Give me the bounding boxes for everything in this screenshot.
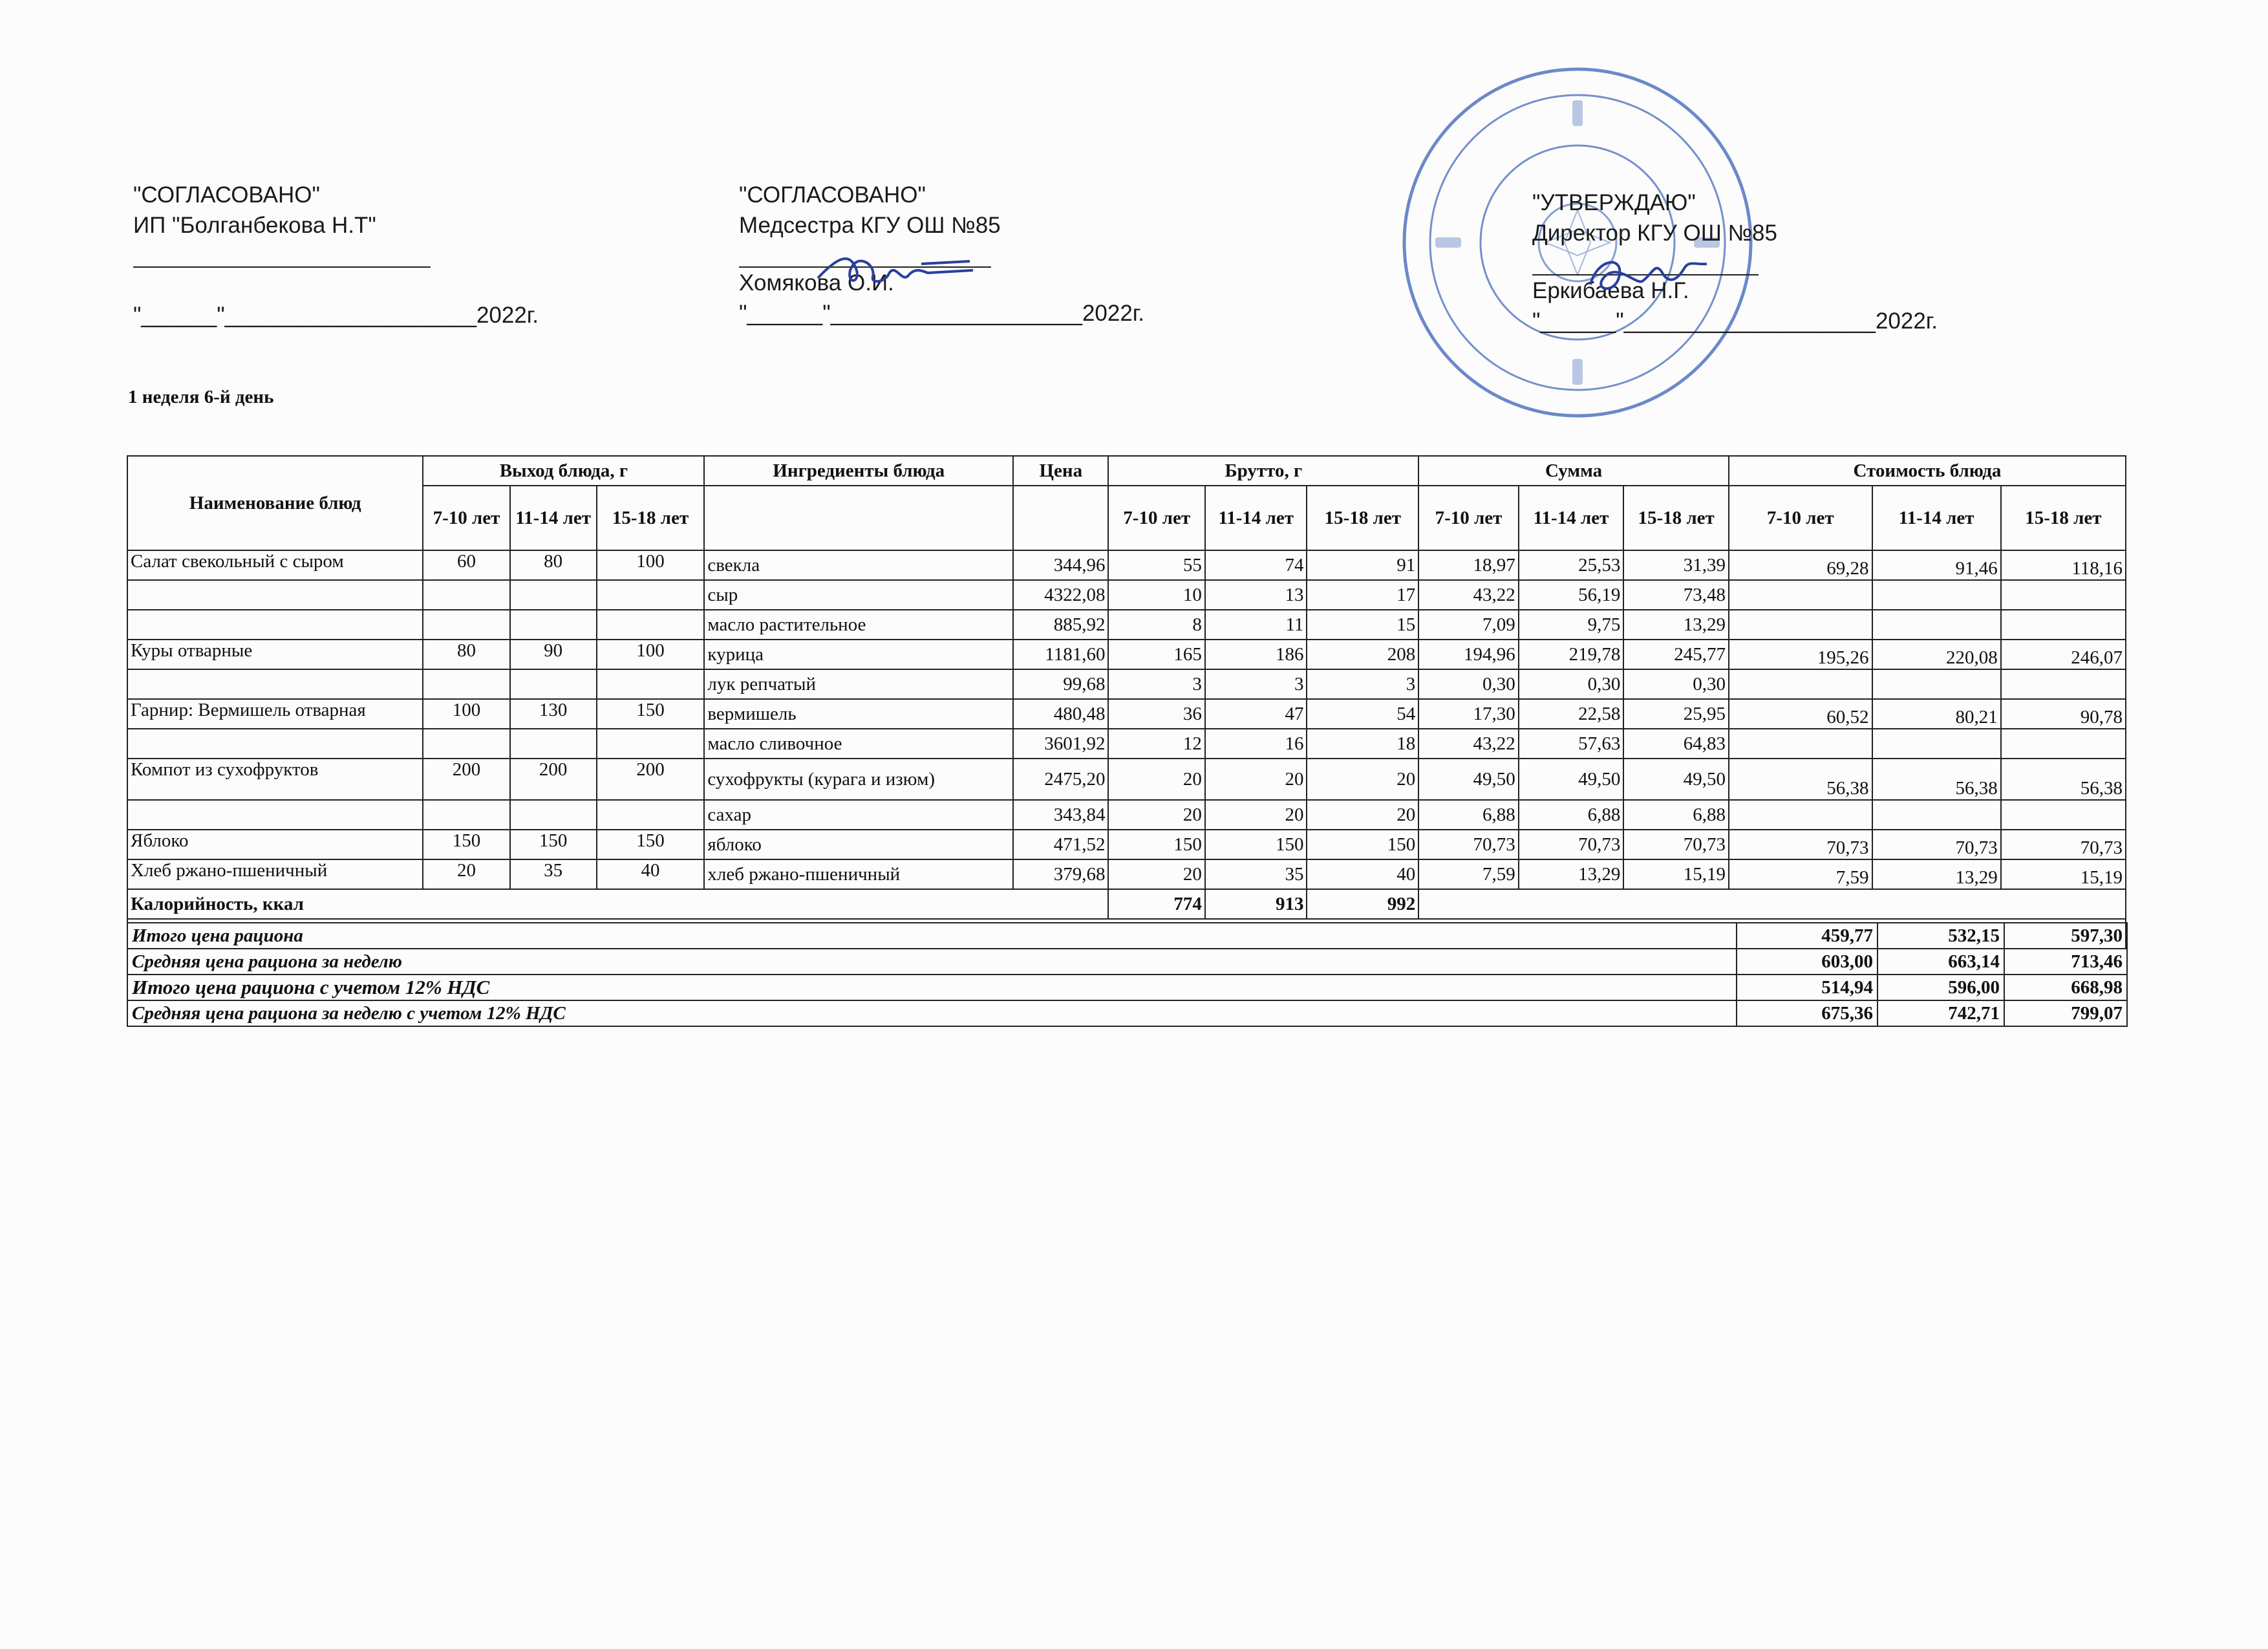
cost-value	[2001, 610, 2126, 640]
price-value: 343,84	[1013, 800, 1108, 830]
sum-value: 6,88	[1623, 800, 1729, 830]
total-row	[127, 949, 2127, 975]
calories-label: Калорийность, ккал	[127, 889, 1108, 919]
yield-value	[510, 729, 597, 759]
cost-value: 195,26	[1729, 640, 1872, 669]
price-value: 471,52	[1013, 830, 1108, 859]
ingredient-name: масло растительное	[704, 610, 1013, 640]
age-header: 7-10 лет	[1418, 486, 1518, 550]
cost-value	[1872, 610, 2001, 640]
sum-value: 245,77	[1623, 640, 1729, 669]
cost-value: 15,19	[2001, 859, 2126, 889]
yield-value: 130	[510, 699, 597, 729]
ingredient-name: курица	[704, 640, 1013, 669]
cost-value	[2001, 580, 2126, 610]
sum-value: 70,73	[1623, 830, 1729, 859]
yield-value	[510, 610, 597, 640]
dish-name	[127, 729, 423, 759]
approval-right-title: "УТВЕРЖДАЮ"	[1532, 190, 1696, 215]
approval-left-signature-line	[133, 241, 431, 268]
sum-value: 13,29	[1623, 610, 1729, 640]
nurse-signature-icon	[811, 244, 979, 296]
sum-value: 70,73	[1418, 830, 1518, 859]
total-label: Итого цена рациона	[127, 923, 1737, 949]
dish-name	[127, 610, 423, 640]
yield-value: 100	[597, 550, 705, 580]
sum-value: 25,53	[1519, 550, 1624, 580]
brutto-value: 20	[1108, 859, 1204, 889]
age-header: 15-18 лет	[2001, 486, 2126, 550]
yield-value	[423, 669, 509, 699]
sum-value: 64,83	[1623, 729, 1729, 759]
total-row	[127, 975, 2127, 1000]
price-value: 3601,92	[1013, 729, 1108, 759]
col-dish: Наименование блюд	[127, 456, 423, 550]
dish-name: Салат свекольный с сыром	[127, 550, 423, 580]
totals-table	[127, 922, 2128, 1027]
cost-value: 56,38	[1729, 759, 1872, 800]
table-row	[127, 729, 2126, 759]
price-value: 99,68	[1013, 669, 1108, 699]
yield-value: 200	[597, 759, 705, 800]
ingredient-name: масло сливочное	[704, 729, 1013, 759]
total-row	[127, 923, 2127, 949]
brutto-value: 74	[1205, 550, 1307, 580]
cost-value	[1729, 669, 1872, 699]
yield-value	[597, 669, 705, 699]
cost-value: 13,29	[1872, 859, 2001, 889]
price-value: 2475,20	[1013, 759, 1108, 800]
ingredient-name: сыр	[704, 580, 1013, 610]
cost-value	[1872, 580, 2001, 610]
sum-value: 6,88	[1519, 800, 1624, 830]
sum-value: 0,30	[1623, 669, 1729, 699]
approval-left-title: "СОГЛАСОВАНО"	[133, 182, 320, 208]
price-value: 480,48	[1013, 699, 1108, 729]
brutto-value: 8	[1108, 610, 1204, 640]
age-header: 7-10 лет	[423, 486, 509, 550]
price-value: 885,92	[1013, 610, 1108, 640]
cost-value: 60,52	[1729, 699, 1872, 729]
header-row-1	[127, 456, 2126, 486]
table-row	[127, 640, 2126, 669]
sum-value: 0,30	[1418, 669, 1518, 699]
cost-value: 80,21	[1872, 699, 2001, 729]
cost-value: 220,08	[1872, 640, 2001, 669]
col-price: Цена	[1013, 456, 1108, 486]
brutto-value: 12	[1108, 729, 1204, 759]
cost-value	[2001, 800, 2126, 830]
sum-value: 25,95	[1623, 699, 1729, 729]
cost-value	[2001, 669, 2126, 699]
table-row	[127, 610, 2126, 640]
brutto-value: 55	[1108, 550, 1204, 580]
ingredient-name: вермишель	[704, 699, 1013, 729]
yield-value: 150	[597, 699, 705, 729]
yield-value: 150	[423, 830, 509, 859]
total-value: 514,94	[1737, 975, 1878, 1000]
brutto-value: 18	[1307, 729, 1418, 759]
yield-value	[597, 610, 705, 640]
cost-value	[1872, 800, 2001, 830]
table-row	[127, 669, 2126, 699]
approval-left-org: ИП "Болганбекова Н.Т"	[133, 213, 376, 238]
menu-table-body	[127, 550, 2126, 889]
brutto-value: 15	[1307, 610, 1418, 640]
brutto-value: 47	[1205, 699, 1307, 729]
table-row	[127, 699, 2126, 729]
table-row	[127, 550, 2126, 580]
sum-value: 31,39	[1623, 550, 1729, 580]
age-header: 15-18 лет	[597, 486, 705, 550]
brutto-value: 3	[1307, 669, 1418, 699]
cost-value: 7,59	[1729, 859, 1872, 889]
approval-middle-title: "СОГЛАСОВАНО"	[739, 182, 926, 208]
yield-value: 35	[510, 859, 597, 889]
calories-value: 992	[1307, 889, 1418, 919]
yield-value	[423, 729, 509, 759]
approval-right-date: "______"____________________2022г.	[1532, 308, 1938, 334]
sum-value: 194,96	[1418, 640, 1518, 669]
total-row	[127, 1000, 2127, 1026]
total-label: Средняя цена рациона за неделю	[127, 949, 1737, 975]
yield-value: 200	[510, 759, 597, 800]
brutto-value: 20	[1307, 800, 1418, 830]
brutto-value: 165	[1108, 640, 1204, 669]
sum-value: 49,50	[1623, 759, 1729, 800]
sum-value: 57,63	[1519, 729, 1624, 759]
sum-value: 0,30	[1519, 669, 1624, 699]
cost-value: 118,16	[2001, 550, 2126, 580]
dish-name	[127, 669, 423, 699]
approval-right-name: Еркибаева Н.Г.	[1532, 278, 1689, 303]
price-value: 344,96	[1013, 550, 1108, 580]
yield-value	[597, 800, 705, 830]
brutto-value: 11	[1205, 610, 1307, 640]
cost-value: 56,38	[2001, 759, 2126, 800]
total-value: 603,00	[1737, 949, 1878, 975]
total-value: 596,00	[1878, 975, 2004, 1000]
yield-value	[510, 580, 597, 610]
price-value: 1181,60	[1013, 640, 1108, 669]
age-header: 11-14 лет	[1519, 486, 1624, 550]
ingredient-name: свекла	[704, 550, 1013, 580]
brutto-value: 208	[1307, 640, 1418, 669]
brutto-value: 20	[1108, 800, 1204, 830]
cost-value	[1872, 669, 2001, 699]
cost-value: 56,38	[1872, 759, 2001, 800]
table-row	[127, 580, 2126, 610]
total-value: 675,36	[1737, 1000, 1878, 1026]
table-row	[127, 800, 2126, 830]
calories-empty	[1418, 889, 2126, 919]
brutto-value: 17	[1307, 580, 1418, 610]
sum-value: 73,48	[1623, 580, 1729, 610]
yield-value: 150	[597, 830, 705, 859]
brutto-value: 16	[1205, 729, 1307, 759]
brutto-value: 20	[1205, 759, 1307, 800]
approval-middle-name: Хомякова О.И.	[739, 270, 894, 296]
brutto-value: 3	[1108, 669, 1204, 699]
cost-value: 246,07	[2001, 640, 2126, 669]
table-row	[127, 759, 2126, 800]
cost-value: 70,73	[2001, 830, 2126, 859]
col-yield: Выход блюда, г	[423, 456, 704, 486]
cost-value	[1872, 729, 2001, 759]
brutto-value: 36	[1108, 699, 1204, 729]
price-value: 379,68	[1013, 859, 1108, 889]
calories-row	[127, 889, 2126, 919]
price-spacer	[1013, 486, 1108, 550]
yield-value: 40	[597, 859, 705, 889]
col-ingredients: Ингредиенты блюда	[704, 456, 1013, 486]
brutto-value: 54	[1307, 699, 1418, 729]
yield-value	[597, 580, 705, 610]
age-header: 15-18 лет	[1623, 486, 1729, 550]
total-label: Средняя цена рациона за неделю с учетом 12% НДС	[127, 1000, 1737, 1026]
age-header: 11-14 лет	[510, 486, 597, 550]
sum-value: 49,50	[1519, 759, 1624, 800]
sum-value: 18,97	[1418, 550, 1518, 580]
sum-value: 43,22	[1418, 580, 1518, 610]
sum-value: 9,75	[1519, 610, 1624, 640]
total-value: 459,77	[1737, 923, 1878, 949]
sum-value: 7,59	[1418, 859, 1518, 889]
ingredient-name: сахар	[704, 800, 1013, 830]
sum-value: 70,73	[1519, 830, 1624, 859]
total-value: 597,30	[2004, 923, 2127, 949]
cost-value: 70,73	[1729, 830, 1872, 859]
calories-value: 913	[1205, 889, 1307, 919]
brutto-value: 20	[1108, 759, 1204, 800]
total-value: 742,71	[1878, 1000, 2004, 1026]
price-value: 4322,08	[1013, 580, 1108, 610]
approval-left-date: "______"____________________2022г.	[133, 303, 539, 328]
cost-value: 91,46	[1872, 550, 2001, 580]
menu-table	[127, 455, 2126, 949]
col-brutto: Брутто, г	[1108, 456, 1418, 486]
dish-name: Яблоко	[127, 830, 423, 859]
approval-middle-position: Медсестра КГУ ОШ №85	[739, 213, 1001, 238]
brutto-value: 150	[1205, 830, 1307, 859]
approval-left	[133, 180, 539, 330]
yield-value: 100	[597, 640, 705, 669]
yield-value: 90	[510, 640, 597, 669]
sum-value: 6,88	[1418, 800, 1518, 830]
age-header: 7-10 лет	[1729, 486, 1872, 550]
dish-name: Куры отварные	[127, 640, 423, 669]
age-header: 15-18 лет	[1307, 486, 1418, 550]
total-value: 799,07	[2004, 1000, 2127, 1026]
ingredients-spacer	[704, 486, 1013, 550]
brutto-value: 13	[1205, 580, 1307, 610]
yield-value: 80	[510, 550, 597, 580]
total-value: 532,15	[1878, 923, 2004, 949]
brutto-value: 20	[1205, 800, 1307, 830]
brutto-value: 186	[1205, 640, 1307, 669]
dish-name	[127, 800, 423, 830]
sum-value: 56,19	[1519, 580, 1624, 610]
total-value: 663,14	[1878, 949, 2004, 975]
dish-name: Компот из сухофруктов	[127, 759, 423, 800]
brutto-value: 91	[1307, 550, 1418, 580]
yield-value: 80	[423, 640, 509, 669]
sum-value: 15,19	[1623, 859, 1729, 889]
yield-value	[423, 610, 509, 640]
dish-name: Хлеб ржано-пшеничный	[127, 859, 423, 889]
brutto-value: 40	[1307, 859, 1418, 889]
yield-value	[423, 580, 509, 610]
sum-value: 22,58	[1519, 699, 1624, 729]
yield-value: 60	[423, 550, 509, 580]
yield-value: 20	[423, 859, 509, 889]
yield-value	[510, 800, 597, 830]
table-row	[127, 830, 2126, 859]
brutto-value: 10	[1108, 580, 1204, 610]
yield-value: 100	[423, 699, 509, 729]
brutto-value: 150	[1307, 830, 1418, 859]
ingredient-name: лук репчатый	[704, 669, 1013, 699]
calories-value: 774	[1108, 889, 1204, 919]
age-header: 11-14 лет	[1872, 486, 2001, 550]
cost-value	[2001, 729, 2126, 759]
sum-value: 49,50	[1418, 759, 1518, 800]
sum-value: 219,78	[1519, 640, 1624, 669]
cost-value	[1729, 800, 1872, 830]
yield-value	[423, 800, 509, 830]
table-row	[127, 859, 2126, 889]
cost-value	[1729, 610, 1872, 640]
ingredient-name: хлеб ржано-пшеничный	[704, 859, 1013, 889]
sum-value: 13,29	[1519, 859, 1624, 889]
approval-middle-date: "______"____________________2022г.	[739, 301, 1145, 326]
sum-value: 7,09	[1418, 610, 1518, 640]
dish-name: Гарнир: Вермишель отварная	[127, 699, 423, 729]
brutto-value: 35	[1205, 859, 1307, 889]
total-label: Итого цена рациона с учетом 12% НДС	[127, 975, 1737, 1000]
brutto-value: 3	[1205, 669, 1307, 699]
ingredient-name: сухофрукты (курага и изюм)	[704, 759, 1013, 800]
dish-name	[127, 580, 423, 610]
approval-right-position: Директор КГУ ОШ №85	[1532, 221, 1777, 246]
header-row-2	[127, 486, 2126, 550]
yield-value	[510, 669, 597, 699]
cost-value: 70,73	[1872, 830, 2001, 859]
col-cost: Стоимость блюда	[1729, 456, 2126, 486]
brutto-value: 150	[1108, 830, 1204, 859]
sum-value: 17,30	[1418, 699, 1518, 729]
cost-value: 69,28	[1729, 550, 1872, 580]
brutto-value: 20	[1307, 759, 1418, 800]
total-value: 713,46	[2004, 949, 2127, 975]
cost-value	[1729, 729, 1872, 759]
yield-value: 150	[510, 830, 597, 859]
cost-value	[1729, 580, 1872, 610]
cost-value: 90,78	[2001, 699, 2126, 729]
col-sum: Сумма	[1418, 456, 1729, 486]
sum-value: 43,22	[1418, 729, 1518, 759]
age-header: 7-10 лет	[1108, 486, 1204, 550]
subtitle: 1 неделя 6-й день	[128, 387, 274, 407]
total-value: 668,98	[2004, 975, 2127, 1000]
director-signature-icon	[1578, 246, 1720, 310]
yield-value: 200	[423, 759, 509, 800]
ingredient-name: яблоко	[704, 830, 1013, 859]
yield-value	[597, 729, 705, 759]
age-header: 11-14 лет	[1205, 486, 1307, 550]
